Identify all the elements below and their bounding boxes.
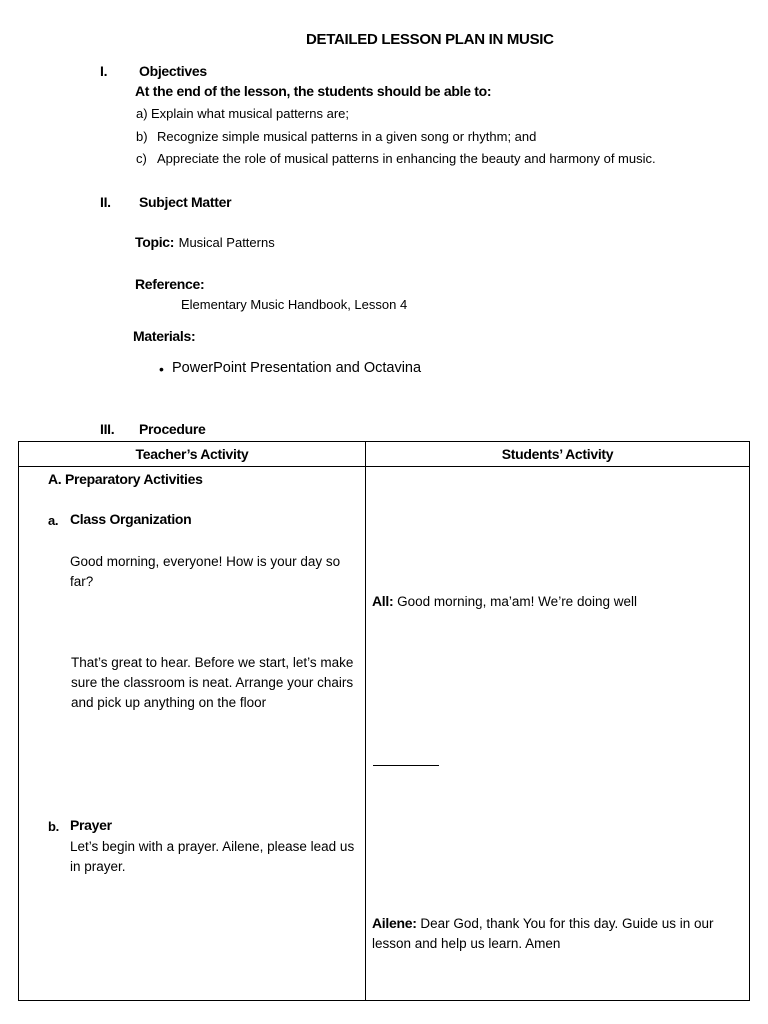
blank-response-line xyxy=(373,765,439,766)
all-response-line xyxy=(372,593,637,609)
section-3-numeral: III. xyxy=(100,421,115,437)
topic-label: Topic: xyxy=(135,234,175,250)
table-header-row xyxy=(19,442,750,467)
objectives-intro: At the end of the lesson, the students should be able to: xyxy=(135,83,492,99)
table-row xyxy=(19,467,750,1001)
prayer-heading: Prayer xyxy=(70,817,112,833)
section-1-numeral: I. xyxy=(100,63,108,79)
objective-c-marker: c) xyxy=(136,151,147,166)
section-3-heading: Procedure xyxy=(139,421,206,437)
item-a-marker: a. xyxy=(48,513,59,528)
materials-item: PowerPoint Presentation and Octavina xyxy=(172,360,422,376)
section-1-heading: Objectives xyxy=(139,63,207,79)
students-activity-header: Students’ Activity xyxy=(366,442,750,467)
class-organization-heading: Class Organization xyxy=(70,511,192,527)
objective-b-text: Recognize simple musical patterns in a given song or rhythm; and xyxy=(157,129,537,144)
page-title: DETAILED LESSON PLAN IN MUSIC xyxy=(306,31,554,48)
ailene-response-block xyxy=(372,913,732,954)
reference-value: Elementary Music Handbook, Lesson 4 xyxy=(181,297,408,312)
topic-value: Musical Patterns xyxy=(178,235,275,250)
materials-bullet: • xyxy=(159,361,164,377)
item-b-marker: b. xyxy=(48,819,59,834)
ailene-response: Dear God, thank You for this day. Guide us in our lesson and help us learn. Amen xyxy=(372,916,714,951)
all-label: All: xyxy=(372,593,394,609)
all-response: Good morning, ma’am! We’re doing well xyxy=(397,594,637,609)
procedure-table xyxy=(18,441,750,1001)
teacher-greeting: Good morning, everyone! How is your day so far? xyxy=(70,554,341,589)
prayer-request: Let’s begin with a prayer. Ailene, please lead us in prayer. xyxy=(70,839,355,874)
teacher-activity-cell xyxy=(19,467,366,1001)
objective-a-marker: a) xyxy=(136,106,148,121)
ailene-label: Ailene: xyxy=(372,915,417,931)
teacher-instruction: That’s great to hear. Before we start, let’s make sure the classroom is neat. Arrange your chairs and pick up anything on the floor xyxy=(71,655,354,710)
objective-c-text: Appreciate the role of musical patterns in enhancing the beauty and harmony of music. xyxy=(157,151,656,166)
teacher-activity-header: Teacher’s Activity xyxy=(19,442,366,467)
preparatory-activities-heading: A. Preparatory Activities xyxy=(48,471,203,487)
topic-line xyxy=(135,234,275,252)
objective-b-marker: b) xyxy=(136,129,148,144)
materials-label: Materials: xyxy=(133,328,196,344)
reference-label: Reference: xyxy=(135,276,205,292)
section-2-numeral: II. xyxy=(100,194,111,210)
section-2-heading: Subject Matter xyxy=(139,194,232,210)
objective-a-text: Explain what musical patterns are; xyxy=(151,106,349,121)
students-activity-cell xyxy=(366,467,750,1001)
